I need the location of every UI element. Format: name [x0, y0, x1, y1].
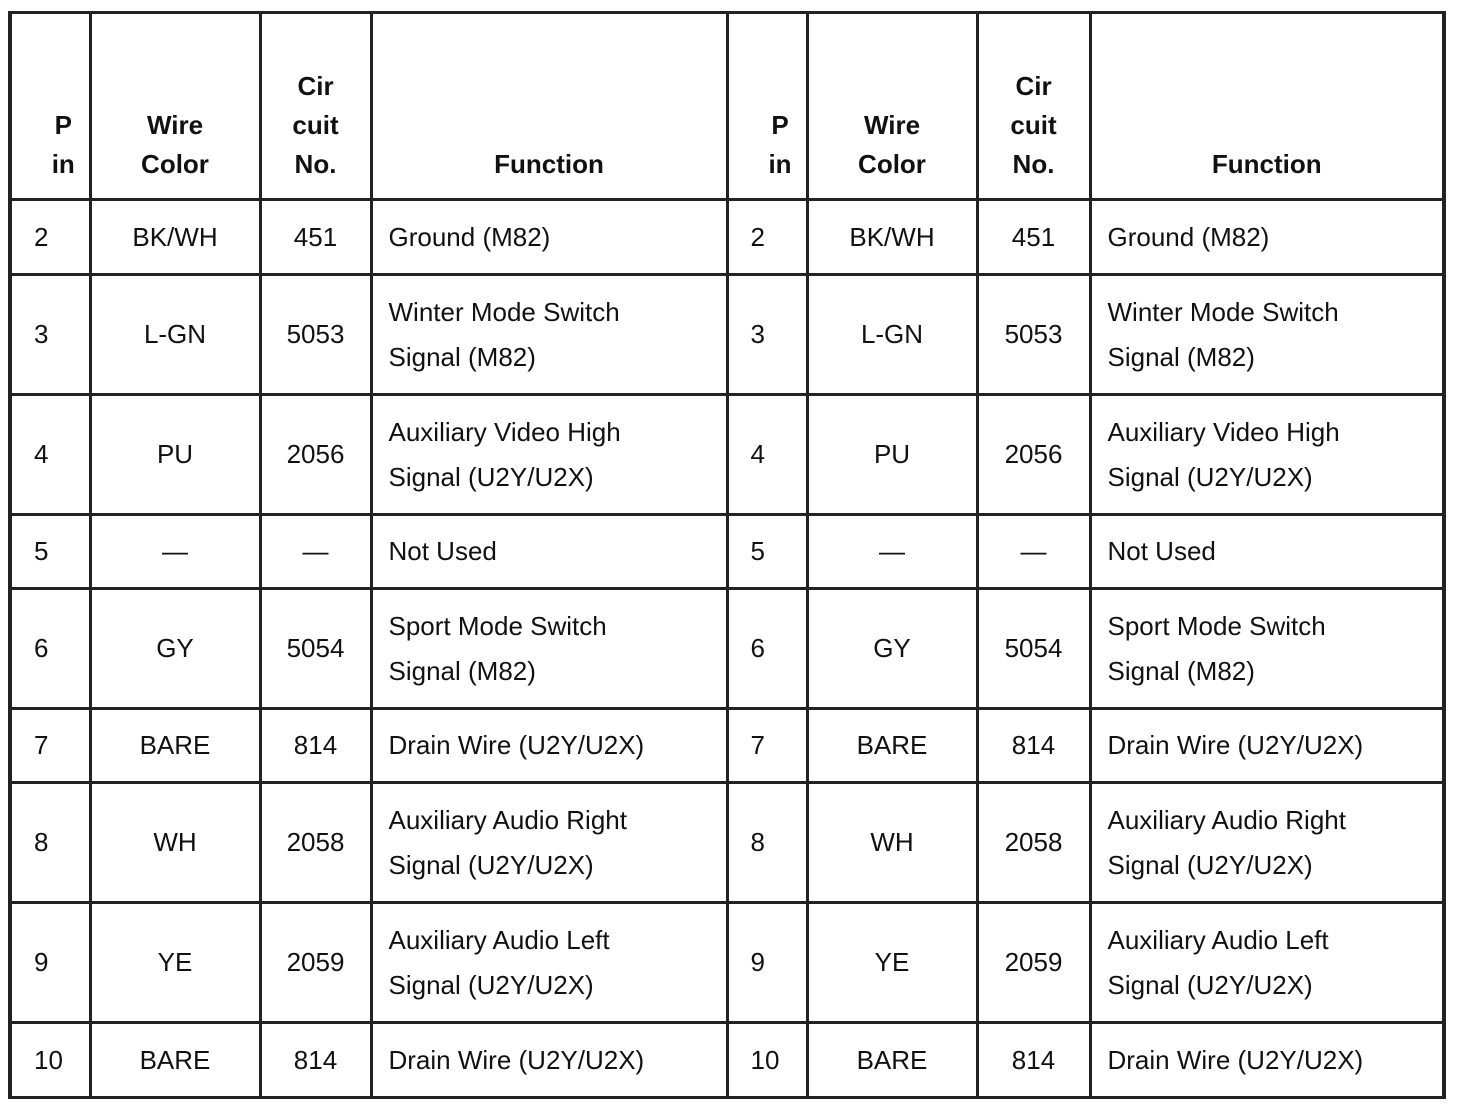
function-cell: Auxiliary Audio Left Signal (U2Y/U2X)	[371, 903, 727, 1023]
function-cell: Auxiliary Audio Left Signal (U2Y/U2X)	[1090, 903, 1444, 1023]
pin-cell: 6	[727, 589, 807, 709]
wire-color-cell: BK/WH	[807, 200, 977, 275]
table-row	[10, 1023, 1444, 1098]
table-row	[10, 515, 1444, 589]
circuit-number-cell: 2058	[260, 783, 371, 903]
wire-color-cell: BK/WH	[90, 200, 260, 275]
function-cell: Auxiliary Audio Right Signal (U2Y/U2X)	[371, 783, 727, 903]
wire-color-cell: YE	[90, 903, 260, 1023]
wire-color-cell: BARE	[807, 709, 977, 783]
wire-color-cell: GY	[807, 589, 977, 709]
function-cell: Drain Wire (U2Y/U2X)	[1090, 709, 1444, 783]
table-row	[10, 709, 1444, 783]
wire-color-cell: PU	[90, 395, 260, 515]
function-cell: Winter Mode Switch Signal (M82)	[1090, 275, 1444, 395]
pinout-table-container	[8, 11, 1446, 1099]
function-cell: Sport Mode Switch Signal (M82)	[1090, 589, 1444, 709]
table-row	[10, 783, 1444, 903]
function-cell: Auxiliary Audio Right Signal (U2Y/U2X)	[1090, 783, 1444, 903]
circuit-number-header-right: Cir cuit No.	[977, 13, 1090, 200]
function-cell: Ground (M82)	[371, 200, 727, 275]
circuit-number-cell: 5053	[977, 275, 1090, 395]
pin-cell: 8	[10, 783, 90, 903]
wire-color-cell: YE	[807, 903, 977, 1023]
function-cell: Not Used	[371, 515, 727, 589]
table-row	[10, 589, 1444, 709]
circuit-number-cell: 5054	[260, 589, 371, 709]
pin-header-right: P in	[727, 13, 807, 200]
circuit-number-cell: 451	[977, 200, 1090, 275]
pin-cell: 2	[10, 200, 90, 275]
header-row	[10, 13, 1444, 200]
circuit-number-cell: 814	[977, 709, 1090, 783]
wire-color-cell: GY	[90, 589, 260, 709]
circuit-number-header-left: Cir cuit No.	[260, 13, 371, 200]
pin-cell: 7	[727, 709, 807, 783]
pin-header-left: P in	[10, 13, 90, 200]
circuit-number-cell: 5053	[260, 275, 371, 395]
circuit-number-cell: 2059	[260, 903, 371, 1023]
function-cell: Drain Wire (U2Y/U2X)	[1090, 1023, 1444, 1098]
pin-cell: 10	[727, 1023, 807, 1098]
function-cell: Auxiliary Video High Signal (U2Y/U2X)	[371, 395, 727, 515]
pin-cell: 6	[10, 589, 90, 709]
function-cell: Auxiliary Video High Signal (U2Y/U2X)	[1090, 395, 1444, 515]
connector-pinout-table	[8, 11, 1446, 1099]
pin-cell: 9	[727, 903, 807, 1023]
circuit-number-cell: 451	[260, 200, 371, 275]
wire-color-cell: BARE	[90, 709, 260, 783]
function-cell: Drain Wire (U2Y/U2X)	[371, 709, 727, 783]
function-cell: Ground (M82)	[1090, 200, 1444, 275]
pin-cell: 10	[10, 1023, 90, 1098]
pin-cell: 9	[10, 903, 90, 1023]
pin-cell: 3	[727, 275, 807, 395]
function-cell: Winter Mode Switch Signal (M82)	[371, 275, 727, 395]
pin-cell: 5	[10, 515, 90, 589]
table-row	[10, 395, 1444, 515]
function-cell: Sport Mode Switch Signal (M82)	[371, 589, 727, 709]
circuit-number-cell: —	[260, 515, 371, 589]
wire-color-cell: —	[90, 515, 260, 589]
pin-cell: 2	[727, 200, 807, 275]
circuit-number-cell: 5054	[977, 589, 1090, 709]
function-header-left: Function	[371, 13, 727, 200]
circuit-number-cell: 814	[260, 1023, 371, 1098]
wire-color-header-right: Wire Color	[807, 13, 977, 200]
table-row	[10, 275, 1444, 395]
function-cell: Not Used	[1090, 515, 1444, 589]
wire-color-cell: WH	[807, 783, 977, 903]
circuit-number-cell: 814	[977, 1023, 1090, 1098]
wire-color-cell: L-GN	[90, 275, 260, 395]
wire-color-cell: BARE	[807, 1023, 977, 1098]
pin-cell: 3	[10, 275, 90, 395]
circuit-number-cell: 2059	[977, 903, 1090, 1023]
wire-color-cell: WH	[90, 783, 260, 903]
pin-cell: 4	[727, 395, 807, 515]
wire-color-header-left: Wire Color	[90, 13, 260, 200]
pin-cell: 5	[727, 515, 807, 589]
circuit-number-cell: 2058	[977, 783, 1090, 903]
table-row	[10, 903, 1444, 1023]
circuit-number-cell: 2056	[977, 395, 1090, 515]
wire-color-cell: L-GN	[807, 275, 977, 395]
circuit-number-cell: —	[977, 515, 1090, 589]
circuit-number-cell: 814	[260, 709, 371, 783]
pin-cell: 7	[10, 709, 90, 783]
wire-color-cell: PU	[807, 395, 977, 515]
table-row	[10, 200, 1444, 275]
function-header-right: Function	[1090, 13, 1444, 200]
function-cell: Drain Wire (U2Y/U2X)	[371, 1023, 727, 1098]
pin-cell: 8	[727, 783, 807, 903]
pin-cell: 4	[10, 395, 90, 515]
wire-color-cell: —	[807, 515, 977, 589]
wire-color-cell: BARE	[90, 1023, 260, 1098]
circuit-number-cell: 2056	[260, 395, 371, 515]
